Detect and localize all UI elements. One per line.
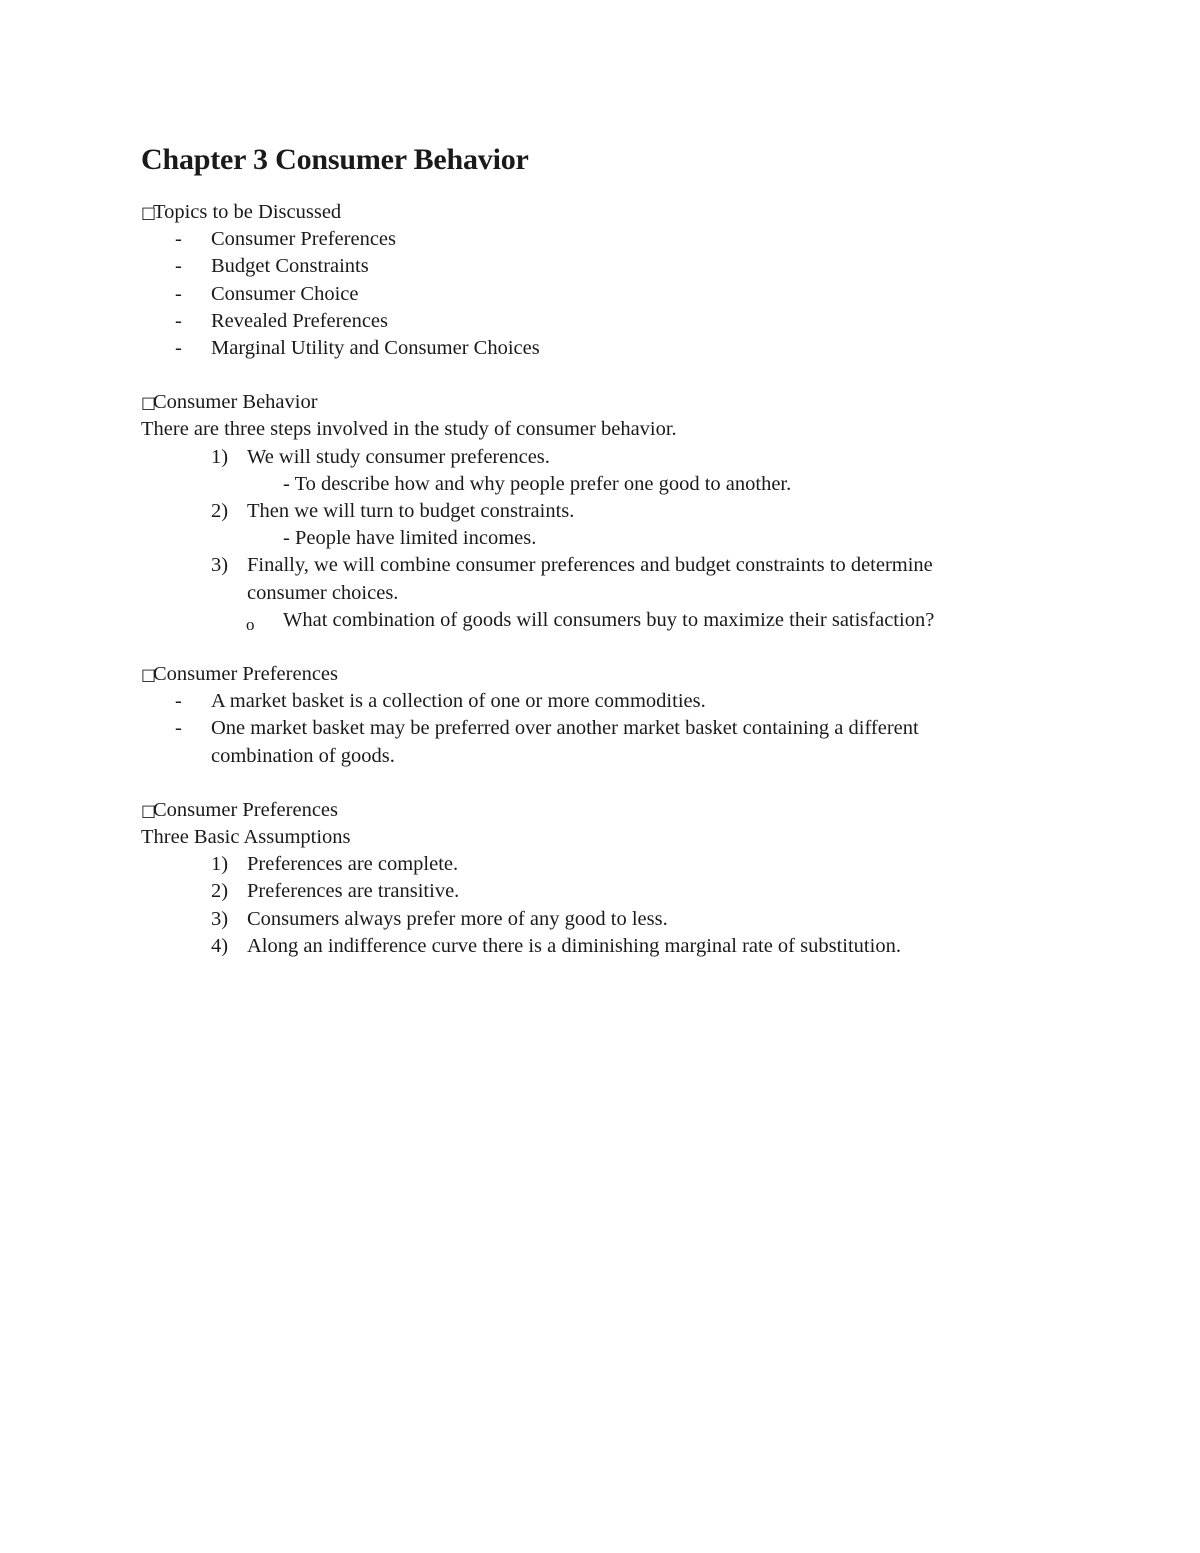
circle-bullet-icon: o (246, 614, 255, 634)
section-heading: □Consumer Preferences (141, 797, 1061, 824)
numbered-item: 3) Consumers always prefer more of any good to less. (211, 907, 668, 930)
dash-marker: - (175, 717, 182, 740)
sub-item: - People have limited incomes. (283, 527, 537, 550)
dash-marker: - (175, 255, 182, 278)
numbered-item: 3) Finally, we will combine consumer preferences and budget constraints to determine (211, 554, 933, 577)
section-consumer-preferences-1 (141, 661, 1061, 770)
list-item: - Budget Constraints (141, 253, 1061, 280)
document-page (141, 140, 1061, 960)
dash-marker: - (175, 337, 182, 360)
square-bullet-icon: □ (141, 800, 157, 820)
numbered-item: 2) Then we will turn to budget constraints. (211, 500, 575, 523)
sub-item: o What combination of goods will consumers buy to maximize their satisfaction? (141, 607, 1061, 634)
list-item: - Consumer Choice (141, 281, 1061, 308)
sub-item: - To describe how and why people prefer one good to another. (283, 472, 792, 495)
list-item: - A market basket is a collection of one or more commodities. (141, 688, 1061, 715)
section-heading: □Consumer Behavior (141, 389, 1061, 416)
section-consumer-behavior (141, 389, 1061, 634)
dash-marker: - (175, 309, 182, 332)
square-bullet-icon: □ (141, 393, 157, 413)
numbered-item: 4) Along an indifference curve there is a diminishing marginal rate of substitution. (211, 934, 901, 957)
numbered-item-continuation: consumer choices. (247, 581, 399, 604)
dash-marker: - (175, 690, 182, 713)
dash-marker: - (175, 228, 182, 251)
square-bullet-icon: □ (141, 203, 157, 222)
spacer (141, 634, 1061, 661)
paragraph: There are three steps involved in the study of consumer behavior. (141, 418, 677, 441)
list-item: - Marginal Utility and Consumer Choices (141, 335, 1061, 362)
list-item: - Consumer Preferences (141, 226, 1061, 253)
section-heading: □Topics to be Discussed (141, 199, 1061, 226)
square-bullet-icon: □ (141, 665, 157, 685)
list-item: - Revealed Preferences (141, 308, 1061, 335)
spacer (141, 770, 1061, 797)
dash-marker: - (175, 282, 182, 305)
numbered-item: 1) Preferences are complete. (211, 853, 459, 876)
list-item-continuation: combination of goods. (211, 744, 395, 767)
numbered-item: 1) We will study consumer preferences. (211, 445, 550, 468)
page-title: Chapter 3 Consumer Behavior (141, 143, 529, 176)
section-consumer-preferences-2 (141, 797, 1061, 960)
spacer (141, 362, 1061, 389)
section-heading: □Consumer Preferences (141, 661, 1061, 688)
section-topics (141, 199, 1061, 362)
paragraph: Three Basic Assumptions (141, 826, 351, 849)
list-item: - One market basket may be preferred over another market basket containing a different (141, 715, 1061, 742)
numbered-item: 2) Preferences are transitive. (211, 880, 460, 903)
